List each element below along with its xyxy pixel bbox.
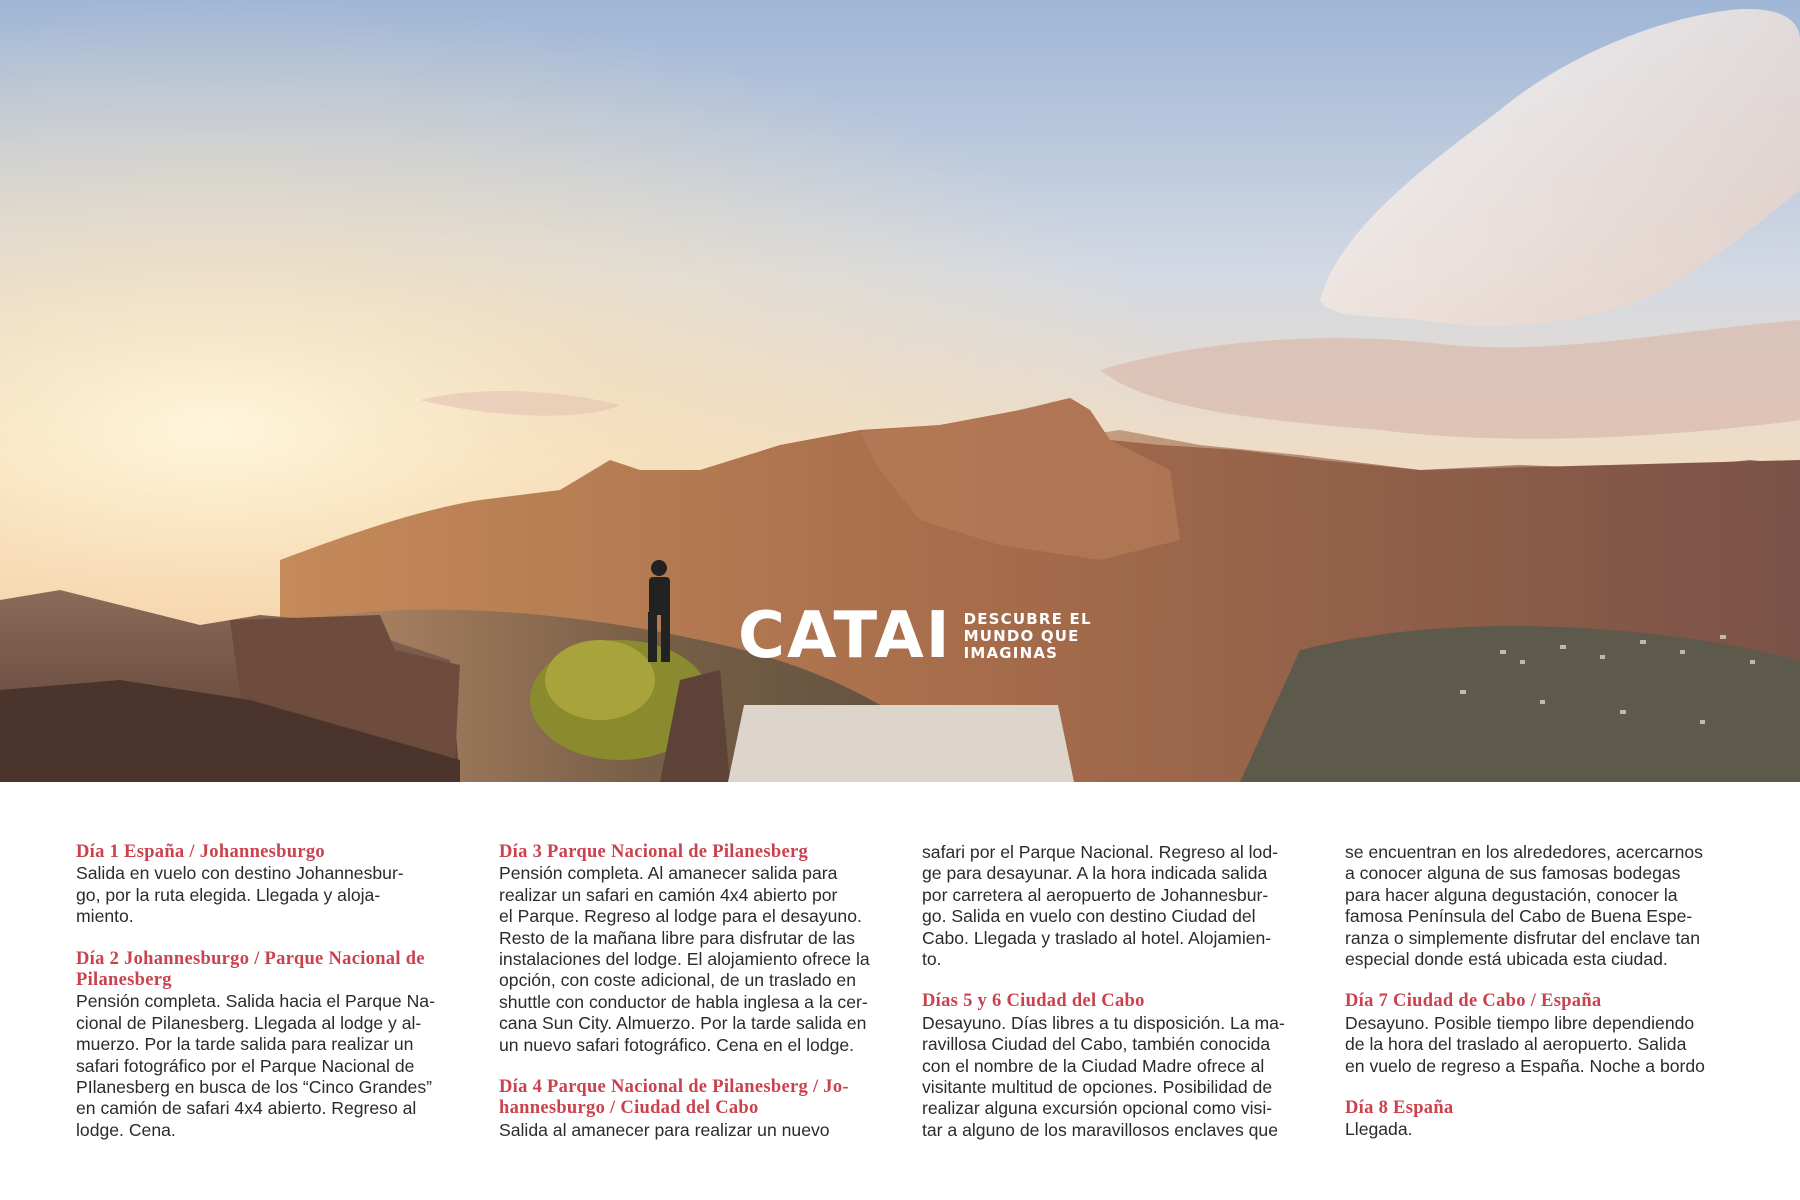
text-line: Resto de la mañana libre para disfrutar de las <box>499 927 855 948</box>
text-line: go, por la ruta elegida. Llegada y aloja- <box>76 884 381 905</box>
day-title: hannesburgo / Ciudad del Cabo <box>499 1098 759 1119</box>
day-entry <box>922 991 1302 1141</box>
text-line: muerzo. Por la tarde salida para realizar un <box>76 1034 414 1055</box>
decorative-tab <box>728 705 1074 782</box>
day-title: Día 1 España / Johannesburgo <box>76 842 325 862</box>
tagline-line: DESCUBRE EL <box>963 609 1092 628</box>
text-line: ranza o simplemente disfrutar del enclave tan <box>1345 927 1700 948</box>
text-line: especial donde está ubicada esta ciudad. <box>1345 949 1668 970</box>
text-line: tar a alguno de los maravillosos enclaves que <box>922 1119 1278 1140</box>
text-line: el Parque. Regreso al lodge para el desayuno. <box>499 906 862 927</box>
text-line: ge para desayunar. A la hora indicada salida <box>922 863 1268 884</box>
text-line: para hacer alguna degustación, conocer la <box>1345 884 1678 905</box>
column-1 <box>76 842 456 1141</box>
itinerary <box>76 842 1726 1162</box>
text-line: por carretera al aeropuerto de Johannesbur- <box>922 884 1269 905</box>
text-line: Cabo. Llegada y traslado al hotel. Alojamien- <box>922 927 1272 948</box>
tagline-line: MUNDO QUE <box>963 626 1080 645</box>
text-line: Llegada. <box>1345 1119 1413 1140</box>
text-line: to. <box>922 949 942 970</box>
text-line: a conocer alguna de sus famosas bodegas <box>1345 863 1681 884</box>
day-entry <box>1345 991 1725 1077</box>
text-line: de la hora del traslado al aeropuerto. Salida <box>1345 1034 1687 1055</box>
text-line: famosa Península del Cabo de Buena Espe- <box>1345 906 1693 927</box>
text-line: cana Sun City. Almuerzo. Por la tarde salida en <box>499 1013 867 1034</box>
text-line: instalaciones del lodge. El alojamiento ofrece la <box>499 949 870 970</box>
day-title: Día 4 Parque Nacional de Pilanesberg / Jo- <box>499 1077 849 1098</box>
brand-wordmark: CATAI <box>738 599 952 673</box>
day-title: Día 8 España <box>1345 1098 1454 1119</box>
day-entry <box>499 842 879 1056</box>
text-line: Salida al amanecer para realizar un nuevo <box>499 1119 830 1140</box>
text-line: ravillosa Ciudad del Cabo, también conocida <box>922 1034 1271 1055</box>
column-4 <box>1345 842 1725 1141</box>
text-line: safari por el Parque Nacional. Regreso al lod- <box>922 842 1278 862</box>
text-line: shuttle con conductor de habla inglesa a la cer- <box>499 991 868 1012</box>
day-title: Día 2 Johannesburgo / Parque Nacional de <box>76 948 425 969</box>
text-line: con el nombre de la Ciudad Madre ofrece al <box>922 1055 1265 1076</box>
text-line: un nuevo safari fotográfico. Cena en el lodge. <box>499 1034 855 1055</box>
text-line: go. Salida en vuelo con destino Ciudad del <box>922 906 1256 927</box>
brand-tagline <box>964 611 1092 662</box>
day-title: Días 5 y 6 Ciudad del Cabo <box>922 991 1145 1012</box>
day-title: Día 3 Parque Nacional de Pilanesberg <box>499 842 809 862</box>
day-entry <box>76 842 456 928</box>
text-line: miento. <box>76 906 134 927</box>
text-line: visitante multitud de opciones. Posibilidad de <box>922 1077 1273 1098</box>
catai-logo <box>738 599 1092 673</box>
day-entry <box>499 1077 879 1141</box>
day-title: Pilanesberg <box>76 970 172 991</box>
text-line: se encuentran en los alrededores, acercarnos <box>1345 842 1703 862</box>
text-line: Desayuno. Posible tiempo libre dependiendo <box>1345 1012 1695 1033</box>
tagline-line: IMAGINAS <box>963 643 1059 662</box>
day-continuation <box>1345 842 1725 970</box>
day-entry <box>76 949 456 1142</box>
text-line: realizar alguna excursión opcional como visi- <box>922 1098 1273 1119</box>
text-line: en vuelo de regreso a España. Noche a bordo <box>1345 1055 1705 1076</box>
text-line: Pensión completa. Al amanecer salida para <box>499 863 838 884</box>
text-line: opción, con coste adicional, de un traslado en <box>499 970 857 991</box>
text-line: Pensión completa. Salida hacia el Parque Na- <box>76 991 435 1012</box>
day-entry <box>1345 1098 1725 1141</box>
text-line: PIlanesberg en busca de los “Cinco Grandes” <box>76 1077 432 1098</box>
day-title: Día 7 Ciudad de Cabo / España <box>1345 991 1602 1012</box>
text-line: safari fotográfico por el Parque Nacional de <box>76 1055 415 1076</box>
day-continuation <box>922 842 1302 970</box>
text-line: realizar un safari en camión 4x4 abierto por <box>499 884 838 905</box>
text-line: Desayuno. Días libres a tu disposición. La ma- <box>922 1012 1285 1033</box>
text-line: cional de Pilanesberg. Llegada al lodge y al- <box>76 1012 422 1033</box>
column-2 <box>499 842 879 1141</box>
column-3 <box>922 842 1302 1141</box>
text-line: en camión de safari 4x4 abierto. Regreso al <box>76 1098 417 1119</box>
text-line: Salida en vuelo con destino Johannesbur- <box>76 863 404 884</box>
text-line: lodge. Cena. <box>76 1119 176 1140</box>
